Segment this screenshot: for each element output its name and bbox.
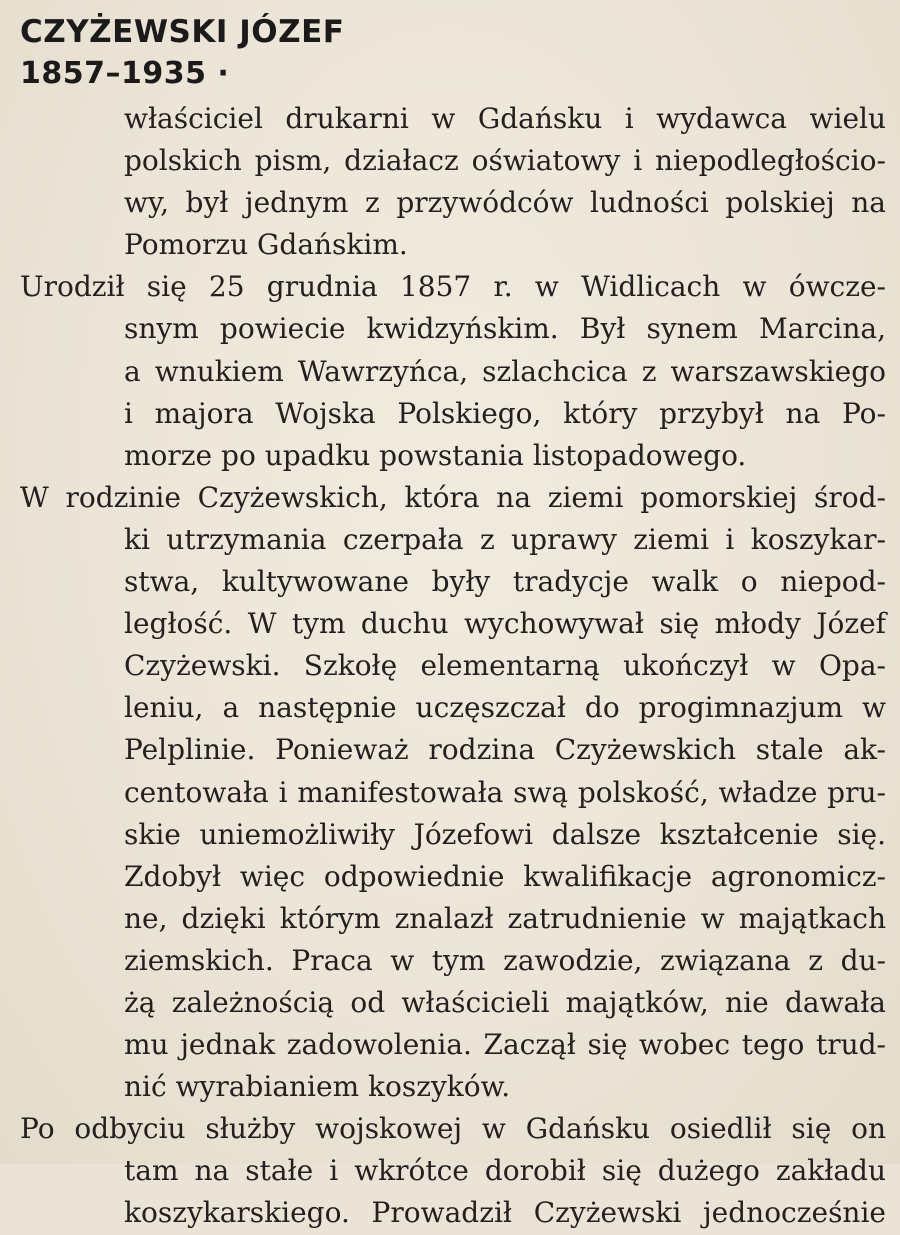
text-line: ne, dzięki którym znalazł zatrudnienie w majątkach	[124, 901, 886, 935]
text-line: a wnukiem Wawrzyńca, szlachcica z warszawskiego	[124, 354, 886, 388]
text-line: właściciel drukarni w Gdańsku i wydawca wielu	[124, 102, 886, 135]
text-line: stwa, kultywowane były tradycje walk o niepod-	[124, 565, 886, 599]
text-line: żą zależnością od właścicieli majątków, nie dawała	[124, 985, 886, 1019]
text-line: ziemskich. Praca w tym zawodzie, związana z du-	[124, 943, 886, 977]
text-line: W rodzinie Czyżewskich, która na ziemi pomorskiej środ-	[20, 480, 886, 514]
text-line: ki utrzymania czerpała z uprawy ziemi i koszykar-	[124, 522, 886, 556]
text-line: morze po upadku powstania listopadowego.	[124, 438, 747, 472]
text-line: Po odbyciu służby wojskowej w Gdańsku osiedlił się on	[20, 1112, 886, 1146]
text-line: centowała i manifestowała swą polskość, władze pru-	[124, 775, 886, 809]
text-line: nić wyrabianiem koszyków.	[124, 1070, 511, 1104]
entry-body	[20, 98, 886, 1235]
text-line: Zdobył więc odpowiednie kwalifikacje agronomicz-	[124, 859, 886, 893]
text-line: koszykarskiego. Prowadził Czyżewski jednocześnie	[124, 1196, 886, 1230]
text-line: tam na stałe i wkrótce dorobił się dużego zakładu	[124, 1154, 886, 1188]
entry-years: 1857–1935 ·	[20, 56, 230, 91]
text-line: i majora Wojska Polskiego, który przybył na Po-	[124, 396, 886, 430]
text-line: ległość. W tym duchu wychowywał się młody Józef	[124, 607, 886, 641]
text-line: Pomorzu Gdańskim.	[124, 228, 408, 262]
text-line: mu jednak zadowolenia. Zaczął się wobec tego trud-	[124, 1028, 886, 1062]
text-line: polskich pism, działacz oświatowy i niepodległościo-	[124, 144, 886, 178]
text-line: leniu, a następnie uczęszczał do progimnazjum w	[124, 691, 886, 725]
text-line: snym powiecie kwidzyńskim. Był synem Marcina,	[124, 312, 886, 346]
text-line: skie uniemożliwiły Józefowi dalsze kształcenie się.	[124, 817, 886, 851]
text-line: Czyżewski. Szkołę elementarną ukończył w Opa-	[124, 649, 886, 683]
text-line: wy, był jednym z przywódców ludności polskiej na	[124, 186, 886, 220]
text-line: Urodził się 25 grudnia 1857 r. w Widlicach w ówcze-	[20, 270, 886, 304]
text-line: Pelplinie. Ponieważ rodzina Czyżewskich stale ak-	[124, 733, 886, 767]
entry-name: CZYŻEWSKI JÓZEF	[20, 14, 345, 50]
